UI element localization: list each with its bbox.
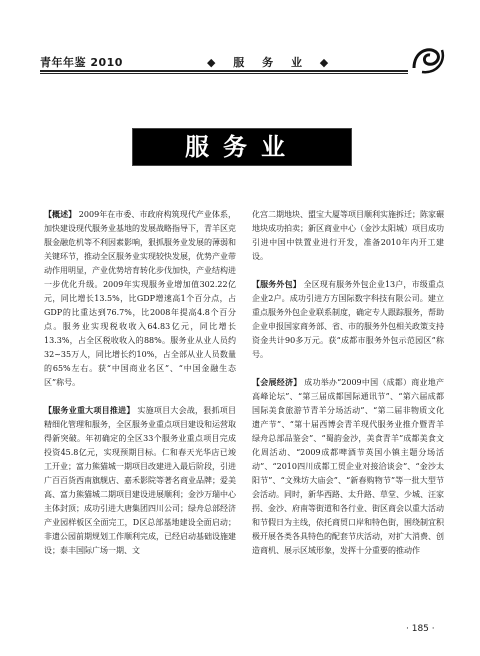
section-title-box [132, 128, 352, 166]
paragraph-tag: 【服务业重大项目推进】 [44, 406, 135, 415]
page-number: · 185 · [406, 624, 435, 634]
paragraph-tag: 【会展经济】 [252, 378, 302, 387]
header-rule-thin [40, 73, 408, 74]
left-column [44, 208, 236, 572]
paragraph-major-projects [44, 404, 236, 558]
paragraph-outsourcing [252, 278, 444, 362]
paragraph-exhibition-economy [252, 376, 444, 558]
swirl-logo-icon [410, 42, 446, 74]
page-header [40, 52, 445, 70]
section-label: ◆ 服 务 业 ◆ [207, 56, 336, 69]
paragraph-tag: 【服务外包】 [252, 280, 301, 289]
right-column [252, 208, 444, 572]
section-title: 服务业 [185, 133, 299, 161]
header-rule [40, 70, 408, 72]
book-title: 青年年鉴 2010 [40, 56, 123, 69]
paragraph-text: 全区现有服务外包企业13户，市级重点企业2户。成功引进方方国际数字科技有限公司。建立重点服务外包企业联系制度，确定专人跟踪服务，帮助企业申报国家商务部、省、市的服务外包相关政策支持资金共计90多万元。获“成都市服务外包示范园区”称号。 [252, 280, 444, 359]
paragraph-text: 2009年在市委、市政府构筑现代产业体系，加快建设现代服务业基地的发展战略指导下，青羊区克服金融危机等不利因素影响，狠抓服务业发展的薄弱和关键环节，推动全区服务业实现较快发展，优势产业带动作用明显，产业优势培育转化步伐加快，产业结构进一步优化升级。2009年实现服务业增加值302.22亿元，同比增长13.5%，比GDP增速高1个百分点，占GDP的比重达到76.7%，比2008年提高4.8个百分点。服务业实现税收收入64.83亿元，同比增长13.3%，占全区税收收入的88%。服务业从业人员约32~35万人，同比增长约10%，占全部从业人员数量的65%左右。获“中国商业名区”、“中国金融生态区”称号。 [44, 210, 236, 387]
paragraph-overview [44, 208, 236, 390]
paragraph-tag: 【概述】 [44, 210, 77, 219]
paragraph-text: 化宫二期地块、盟宝大厦等项目顺利实施拆迁；陈家碾地块成功拍卖；新区商业中心（金沙太阳城）项目成功引进中国中铁置业进行开发，准备2010年内开工建设。 [252, 210, 444, 261]
paragraph-text: 成功举办“2009中国（成都）商业地产高峰论坛”、“第三届成都国际通讯节”、“第六届成都国际美食旅游节青羊分场活动”、“第二届非物质文化遗产节”、“第十届西博会青羊现代服务业推介暨青羊绿舟总部品鉴会”、“蜀韵金沙，美食青羊”成都美食文化周活动、“2009成都啤酒节英国小镇主题分场活动”、“2010四川成都工贸企业对接洽谈会”、“金沙太阳节”、“文殊坊大庙会”、“新春购物节”等一批大型节会活动。同时，新华西路、太升路、草堂、少城、汪家拐、金沙、府南等街道和各行业、街区商会以重大活动和节假日为主线，依托商贸口岸和特色街，围绕制宜积极开展各类各具特色的配套节庆活动，对扩大消费、创造商机、展示区域形象，发挥十分重要的推动作 [252, 378, 444, 555]
paragraph-continued [252, 208, 444, 264]
paragraph-text: 实施项目大会战，狠抓项目精细化管理和服务，全区服务业重点项目建设和运营取得新突破。年初确定的全区33个服务业重点项目完成投资45.8亿元，实现预期目标。仁和春天光华店已竣工开业；富力熊猫城一期项目改建进入最后阶段，引进广百百货西南旗舰店、嘉禾影院等著名商业品牌；爱美高、富力熊猫城二期项目建设进展顺利；金沙万瑞中心主体封顶；成功引进大唐集团四川公司；绿舟总部经济产业园样板区全面完工，D区总部基地建设全面启动；非遗公园前期规划工作顺利完成，已经启动基础设施建设；泰丰国际广场一期、文 [44, 406, 236, 555]
